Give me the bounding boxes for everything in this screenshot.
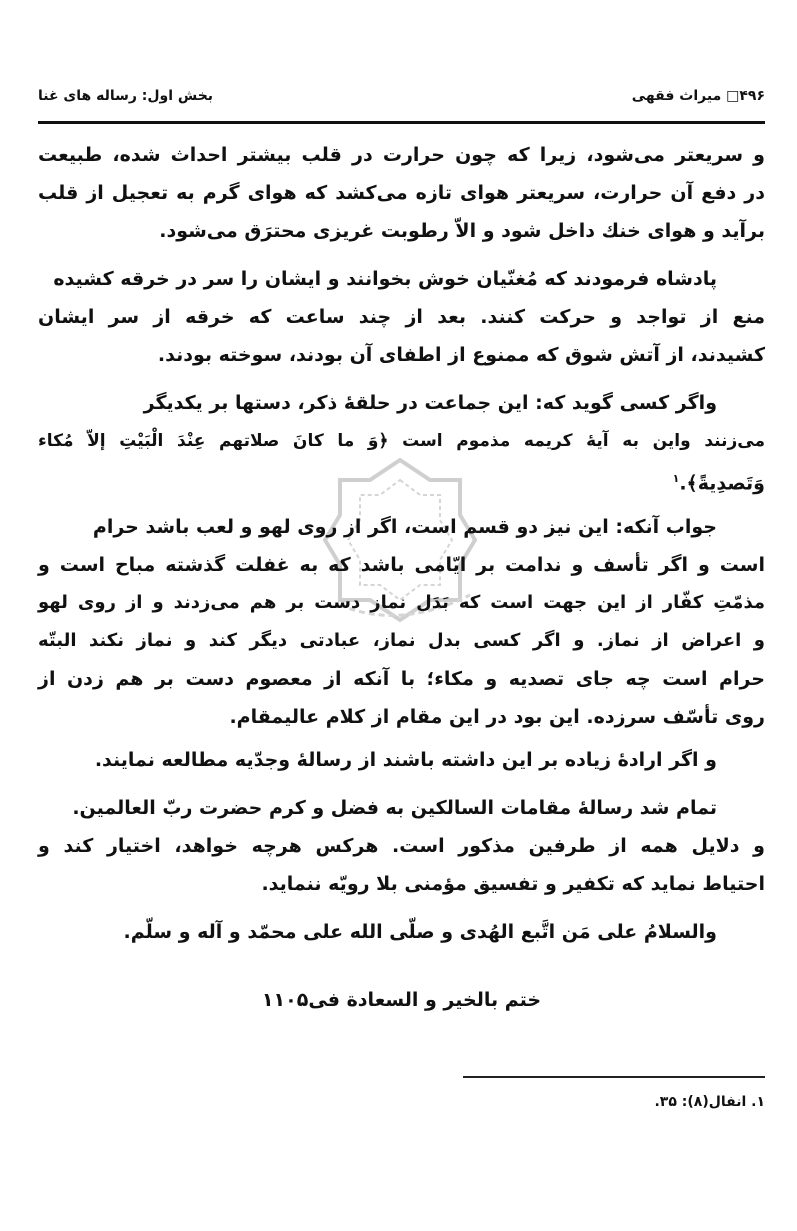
text-line: است و اگر تأسف و ندامت بر ایّامی باشد که به غفلت گذشته مباح است و	[38, 554, 765, 576]
text-line: پادشاه فرمودند که مُغنّیان خوش بخوانند و ایشان را سر در خرقه کشیده	[53, 268, 717, 290]
text-line: تمام شد رسالهٔ مقامات السالکین به فضل و کرم حضرت ربّ العالمین.	[72, 797, 717, 819]
quran-verse-end: وَتَصدِیةً﴾.	[679, 472, 765, 495]
text-line: منع از تواجد و حرکت کنند. بعد از چند ساعت که خرقه از سر ایشان	[38, 306, 765, 328]
footnote: ۱. انفال(۸): ۳۵.	[654, 1094, 765, 1110]
text-line: و سریعتر می‌شود، زیرا که چون حرارت در قلب بیشتر احداث شده، طبیعت	[38, 144, 765, 166]
text-line: روی تأسّف سرزده. این بود در این مقام از کلام عالیمقام.	[229, 706, 765, 728]
footnote-marker[interactable]: ۱	[672, 472, 680, 485]
footnote-rule	[463, 1076, 765, 1078]
text-line: احتیاط نماید که تکفیر و تفسیق مؤمنی بلا رویّه ننماید.	[261, 873, 765, 895]
text-line	[38, 464, 765, 498]
text-line: واگر کسی گوید که: این جماعت در حلقهٔ ذکر، دستها بر یکدیگر	[143, 392, 717, 414]
text-line: و اگر ارادهٔ زیاده بر این داشته باشند از رسالهٔ وجدّیه مطالعه نمایند.	[94, 749, 717, 771]
text-line: می‌زنند واین به آیهٔ کریمه مذموم است ﴿وَ ما کانَ صلاتهم عِنْدَ الْبَیْتِ إلاّ مُکاء	[38, 431, 765, 451]
text-line: مذمّتِ کفّار از این جهت است که بَدَل نماز دست بر هم می‌زدند و از روی لهو	[38, 592, 765, 613]
running-header-section: بخش اول: رساله های غنا	[38, 88, 214, 104]
text-line: جواب آنکه: این نیز دو قسم است، اگر از روی لهو و لعب باشد حرام	[92, 516, 717, 538]
colophon: ختم بالخیر و السعادة فی۱۱۰۵	[261, 989, 542, 1011]
running-header-page-ref: ۴۹۶□ میراث فقهی	[631, 88, 765, 104]
header-rule	[38, 121, 765, 124]
text-line: در دفع آن حرارت، سریعتر هوای تازه می‌کشد که هوای گرم به تعجیل از قلب	[38, 182, 765, 204]
text-line: کشیدند، از آتش شوق که ممنوع از اطفای آن بودند، سوخته بودند.	[157, 344, 765, 366]
closing-salutation: والسلامُ علی مَن اتَّبع الهُدی و صلّی الله علی محمّد و آله و سلّم.	[123, 921, 717, 943]
text-line: و دلایل همه از طرفین مذکور است. هرکس هرچه خواهد، اختیار کند و	[38, 835, 765, 857]
text-line: برآید و هوای خنك داخل شود و الاّ رطوبت غریزی محترَق می‌شود.	[159, 220, 765, 242]
text-line: حرام است چه جای تصدیه و مکاء؛ با آنکه از معصوم دست بر هم زدن از	[38, 668, 765, 690]
text-line: و اعراض از نماز. و اگر کسی بدل نماز، عبادتی دیگر کند و نماز نکند البتّه	[38, 630, 765, 651]
